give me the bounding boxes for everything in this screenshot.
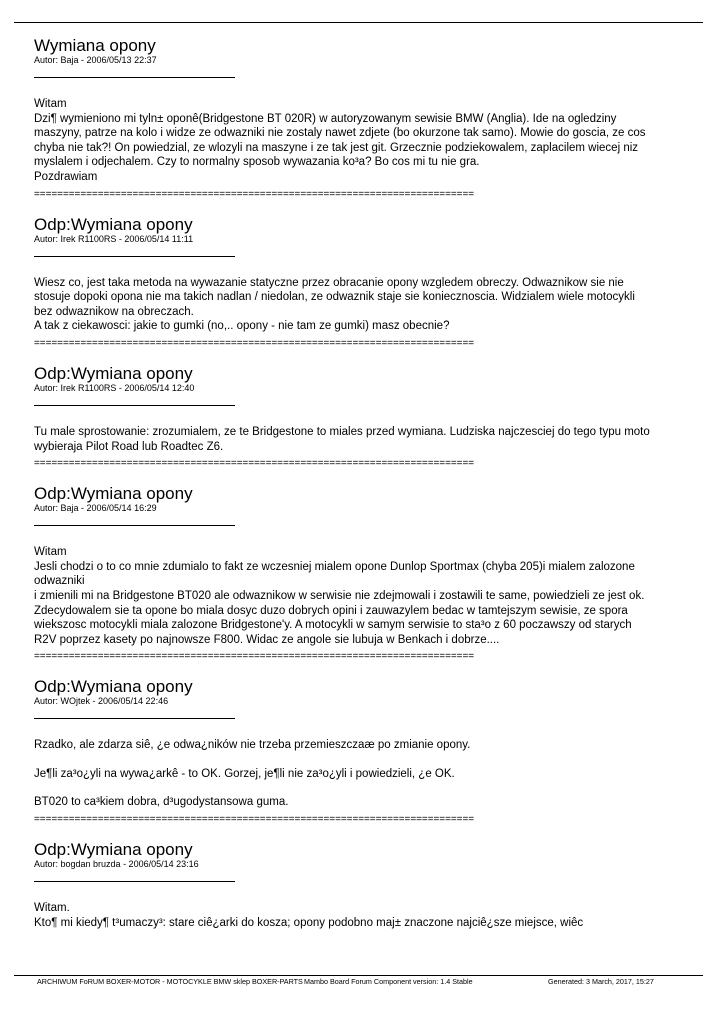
post-meta: Autor: Baja - 2006/05/13 22:37 <box>34 55 157 65</box>
post-body-line: chyba nie tak?! On powiedzial, ze wlozyli na maszyne i ze tak jest git. Grzecznie podziekowalem, zaplacilem wiecej niz <box>34 141 639 154</box>
post-body-line: Zdecydowalem sie ta opone bo miala dosyc duzo dobrych opini i zauwazylem bedac w tamtejszym sewisie, ze spora <box>34 604 628 617</box>
post-body-line: Witam <box>34 546 67 559</box>
post-body-line: Wiesz co, jest taka metoda na wywazanie statyczne przez obracanie opony wzgledem obreczy. Odwaznikow sie nie <box>34 276 624 289</box>
post-body-line: Je¶li za³o¿yli na wywa¿arkê - to OK. Gorzej, je¶li nie za³o¿yli i powiedzieli, ¿e OK. <box>34 767 455 780</box>
post-title: Odp:Wymiana opony <box>34 363 193 383</box>
post-meta: Autor: Irek R1100RS - 2006/05/14 11:11 <box>34 233 194 244</box>
post-body-line: Jesli chodzi o to co mnie zdumialo to fakt ze wczesniej mialem opone Dunlop Sportmax (chyba 205)i mialem zalozone <box>34 560 635 573</box>
post-divider <box>34 881 235 882</box>
post-body <box>34 425 694 454</box>
footer-site-name: ARCHIWUM FoRUM BOXER-MOTOR - MOTOCYKLE BMW sklep BOXER-PARTS <box>37 977 303 986</box>
post-body-line: Tu male sprostowanie: zrozumialem, ze te Bridgestone to miales przed wymiana. Ludziska najczesciej do tego typu moto <box>34 425 650 438</box>
post-body-line: myslalem i odjechalem. Czy to normalny sposob wywazania ko³a? Bo cos mi tu nie gra. <box>34 156 480 169</box>
post-body-line: wiekszosc motocykli miala zalozone Bridgestone'y. A motocykli w samym serwisie to sta³o z 60 poczawszy od starych <box>34 619 632 632</box>
post-body-line: BT020 to ca³kiem dobra, d³ugodystansowa guma. <box>34 796 289 809</box>
post-title: Wymiana opony <box>34 36 156 55</box>
post-meta: Autor: Irek R1100RS - 2006/05/14 12:40 <box>34 382 195 393</box>
post-meta: Autor: bogdan bruzda - 2006/05/14 23:16 <box>34 859 199 870</box>
post-separator: ============================================================================ <box>34 337 474 349</box>
thread <box>34 37 694 930</box>
post-body-line: Pozdrawiam <box>34 170 98 183</box>
post-title: Odp:Wymiana opony <box>34 840 193 860</box>
post-separator: ============================================================================ <box>34 651 474 663</box>
post-body-line: A tak z ciekawosci: jakie to gumki (no,.. opony - nie tam ze gumki) masz obecnie? <box>34 320 450 333</box>
post-divider <box>34 256 235 257</box>
post-divider <box>34 718 235 719</box>
footer-rule <box>14 975 703 976</box>
post-body-line: stosuje dopoki opona nie ma takich nadlan / niedolan, ze odwaznik staje sie koniecznoscia. Widzialem wiele motocykli <box>34 291 635 304</box>
post-body-line: Witam <box>34 98 67 110</box>
post <box>34 678 694 825</box>
post-body-line: bez odwaznikow na obreczach. <box>34 305 194 318</box>
footer-component-version: Mambo Board Forum Component version: 1.4 Stable <box>304 977 473 986</box>
post-body-line: Rzadko, ale zdarza siê, ¿e odwa¿ników nie trzeba przemieszczaæ po zmianie opony. <box>34 739 471 752</box>
post-separator: ============================================================================ <box>34 458 474 470</box>
post-body-line: Kto¶ mi kiedy¶ t³umaczy³: stare ciê¿arki do kosza; opony podobno maj± znaczone najciê¿sze miejsce, wiêc <box>34 916 584 929</box>
post-body-line: i zmienili mi na Bridgestone BT020 ale odwaznikow w serwisie nie zdejmowali i zostawili te same, powiedzieli ze jest ok. <box>34 589 645 602</box>
post-body-line: Dzi¶ wymieniono mi tyln± oponê(Bridgestone BT 020R) w autoryzowanym sewisie BMW (Anglia). Ide na ogledziny <box>34 112 617 125</box>
post-body <box>34 901 694 930</box>
footer-generated-date: Generated: 3 March, 2017, 15:27 <box>548 977 654 986</box>
post-body <box>34 276 694 334</box>
post <box>34 485 694 662</box>
post-divider <box>34 525 235 526</box>
post-title: Odp:Wymiana opony <box>34 484 193 504</box>
post-body-line: odwazniki <box>34 575 85 588</box>
post-body-line: R2V poprzez kasety po najnowsze F800. Widac ze angole sie lubuja w Benkach i dobrze.... <box>34 633 500 646</box>
post-meta: Autor: WOjtek - 2006/05/14 22:46 <box>34 696 169 707</box>
post-body-line: wybieraja Pilot Road lub Roadtec Z6. <box>34 440 224 453</box>
post-meta: Autor: Baja - 2006/05/14 16:29 <box>34 503 157 514</box>
post-body <box>34 545 694 647</box>
post <box>34 841 694 930</box>
post <box>34 365 694 469</box>
post-body <box>34 738 694 810</box>
post-divider <box>34 77 235 78</box>
post-separator: ============================================================================ <box>34 814 474 826</box>
post-title: Odp:Wymiana opony <box>34 677 193 697</box>
post-body-line: Witam. <box>34 902 70 915</box>
post-separator: ============================================================================ <box>34 188 474 200</box>
post-body-line: maszyny, patrze na kolo i widze ze odwazniki nie zostaly nawet zdjete (bo okurzone tak samo). Mowie do goscia, ze cos <box>34 127 646 140</box>
post-body <box>34 97 694 185</box>
header-rule <box>14 22 703 23</box>
post-divider <box>34 405 235 406</box>
paragraph-gap <box>34 753 694 767</box>
post <box>34 37 694 200</box>
paragraph-gap <box>34 781 694 795</box>
post <box>34 216 694 349</box>
post-title: Odp:Wymiana opony <box>34 214 193 234</box>
